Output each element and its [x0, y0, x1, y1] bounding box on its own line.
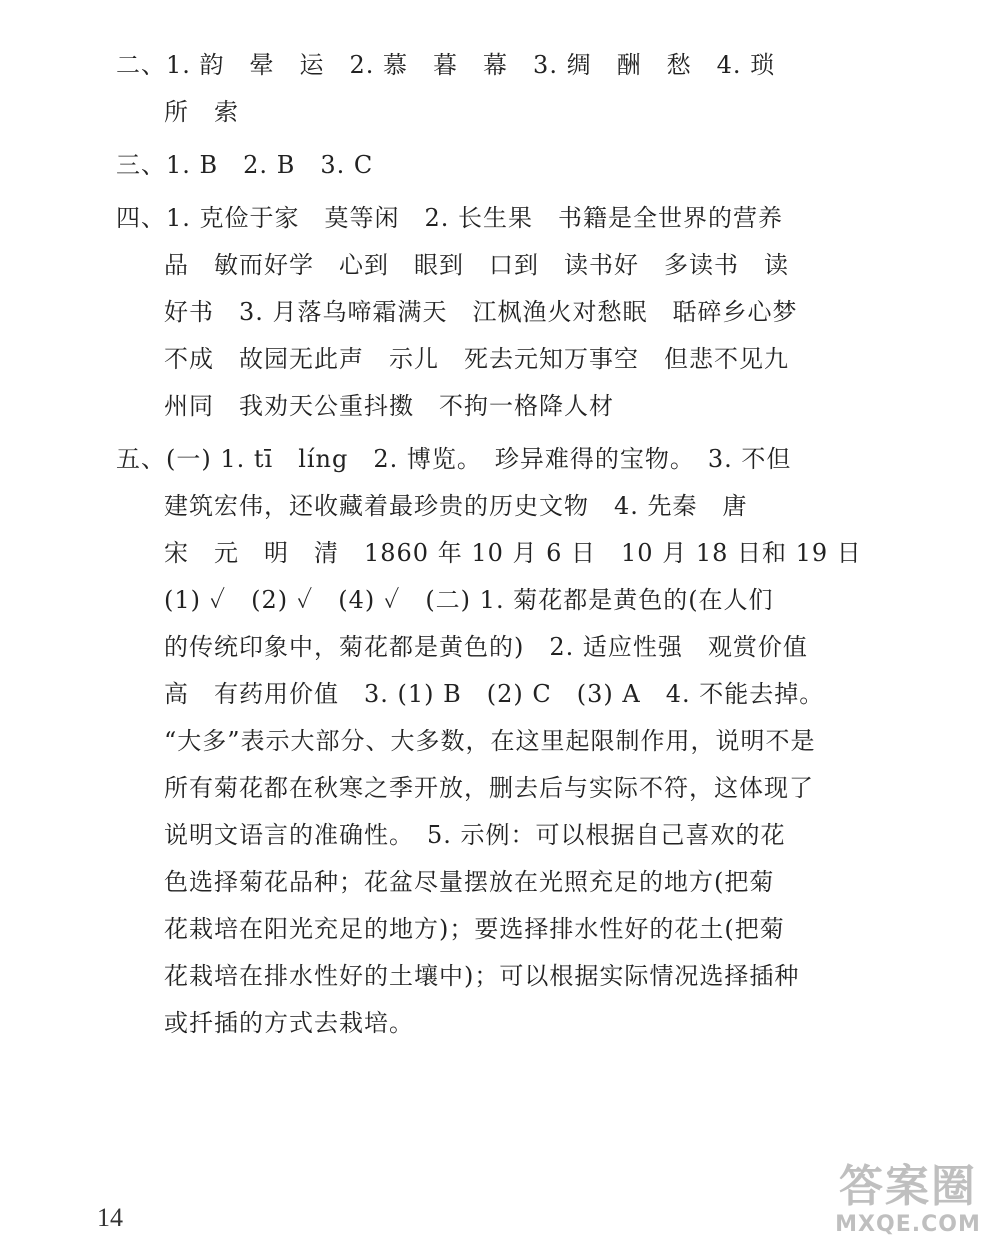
answer-line: 三、1. B 2. B 3. C	[116, 151, 374, 179]
answer-line: 说明文语言的准确性。 5. 示例：可以根据自己喜欢的花	[164, 821, 786, 849]
answer-line: 好书 3. 月落乌啼霜满天 江枫渔火对愁眠 聒碎乡心梦	[164, 298, 798, 326]
answer-line: 色选择菊花品种；花盆尽量摆放在光照充足的地方(把菊	[164, 868, 775, 896]
answer-line: 的传统印象中，菊花都是黄色的) 2. 适应性强 观赏价值	[164, 633, 808, 661]
answer-line: 或扦插的方式去栽培。	[164, 1009, 414, 1037]
answer-line: 五、(一) 1. tī líng 2. 博览。 珍异难得的宝物。 3. 不但	[116, 445, 792, 473]
answer-line: 所 索	[164, 98, 239, 126]
section-four	[116, 195, 806, 430]
answer-line: 二、1. 韵 晕 运 2. 慕 暮 幕 3. 绸 酬 愁 4. 琐	[116, 51, 776, 79]
answer-line: 所有菊花都在秋寒之季开放，删去后与实际不符，这体现了	[164, 774, 814, 802]
answer-line: “大多”表示大部分、大多数，在这里起限制作用，说明不是	[164, 727, 816, 755]
watermark-logo: 答案圈	[839, 1161, 977, 1212]
watermark	[828, 1162, 988, 1252]
answer-key	[116, 42, 862, 1053]
answer-line: 四、1. 克俭于家 莫等闲 2. 长生果 书籍是全世界的营养	[116, 204, 784, 232]
answer-line: 花栽培在阳光充足的地方)；要选择排水性好的花土(把菊	[164, 915, 785, 943]
watermark-url: MXQE.COM	[835, 1212, 981, 1237]
section-three	[116, 142, 806, 189]
answer-line: 花栽培在排水性好的土壤中)；可以根据实际情况选择插种	[164, 962, 800, 990]
answer-line: 品 敏而好学 心到 眼到 口到 读书好 多读书 读	[164, 251, 789, 279]
section-two	[116, 42, 806, 136]
answer-line: 建筑宏伟，还收藏着最珍贵的历史文物 4. 先秦 唐	[164, 492, 748, 520]
answer-line: (1) ✓ (2) ✓ (4) ✓ (二) 1. 菊花都是黄色的(在人们	[164, 586, 774, 614]
answer-line: 州同 我劝天公重抖擞 不拘一格降人材	[164, 392, 614, 420]
page-number: 14	[97, 1203, 123, 1232]
answer-line: 不成 故园无此声 示儿 死去元知万事空 但悲不见九	[164, 345, 789, 373]
section-five	[116, 436, 862, 1047]
answer-line: 宋 元 明 清 1860 年 10 月 6 日 10 月 18 日和 19 日	[164, 539, 862, 567]
answer-line: 高 有药用价值 3. (1) B (2) C (3) A 4. 不能去掉。	[164, 680, 825, 708]
